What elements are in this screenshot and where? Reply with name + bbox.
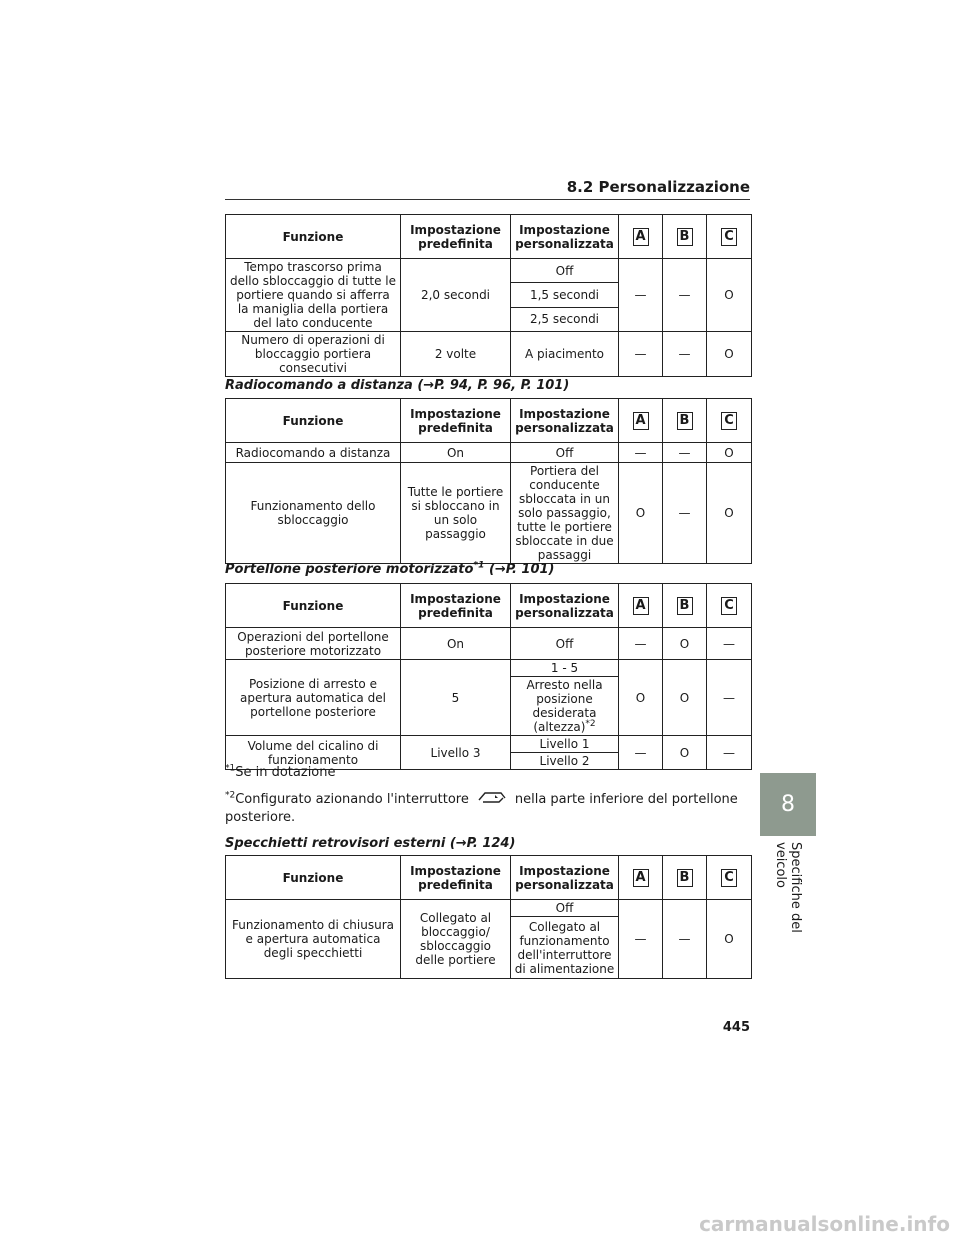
cell-personalizzata: A piacimento (511, 332, 619, 377)
cell-a: — (619, 443, 663, 463)
cell-c: — (707, 736, 752, 770)
cell-funzione: Funzionamento di chiusura e apertura automatica degli specchietti (226, 900, 401, 979)
cell-c: — (707, 660, 752, 736)
chapter-label: Specifiche del veicolo (773, 842, 803, 933)
table-header-row (226, 399, 752, 443)
cell-personalizzata: Portiera del conducente sbloccata in un solo passaggio, tutte le portiere sbloccate in due passaggi (511, 463, 619, 564)
cell-funzione: Volume del cicalino di funzionamento (226, 736, 401, 770)
cell-funzione: Tempo trascorso prima dello sbloccaggio di tutte le portiere quando si afferra la maniglia della portiera del lato conducente (226, 259, 401, 332)
header-rule (225, 199, 750, 200)
table-row (226, 259, 752, 283)
col-predefinita: Impostazione predefinita (401, 215, 511, 259)
col-a-badge: A (633, 869, 649, 887)
cell-predefinita: 2 volte (401, 332, 511, 377)
table-header-row (226, 584, 752, 628)
chapter-tab: 8 (760, 773, 816, 836)
cell-personalizzata: Off (511, 900, 619, 917)
cell-funzione: Operazioni del portellone posteriore motorizzato (226, 628, 401, 660)
cell-c: O (707, 463, 752, 564)
table-row (226, 332, 752, 377)
cell-c: O (707, 259, 752, 332)
watermark: carmanualsonline.info (699, 1212, 950, 1236)
footnote-1: $^{*1}$Se in dotazione (225, 763, 336, 780)
cell-a: — (619, 628, 663, 660)
col-personalizzata: Impostazione personalizzata (511, 856, 619, 900)
section-title-tailgate: Portellone posteriore motorizzato$^{*1}$ (→P. 101) (225, 560, 555, 577)
col-predefinita: Impostazione predefinita (401, 584, 511, 628)
col-personalizzata: Impostazione personalizzata (511, 399, 619, 443)
col-a-badge: A (633, 412, 649, 430)
cell-predefinita: Collegato al bloccaggio/ sbloccaggio delle portiere (401, 900, 511, 979)
col-c-badge: C (721, 228, 737, 246)
table-mirrors (225, 855, 752, 979)
cell-funzione: Numero di operazioni di bloccaggio portiera consecutivi (226, 332, 401, 377)
col-c-badge: C (721, 412, 737, 430)
table-header-row (226, 215, 752, 259)
cell-predefinita: On (401, 628, 511, 660)
header-title: 8.2 Personalizzazione (566, 178, 750, 196)
cell-b: O (663, 628, 707, 660)
cell-personalizzata: Livello 2 (511, 753, 619, 770)
tailgate-switch-icon (477, 790, 507, 809)
col-b-badge: B (677, 597, 693, 615)
table-door-unlock (225, 214, 752, 377)
cell-funzione: Radiocomando a distanza (226, 443, 401, 463)
col-c-badge: C (721, 869, 737, 887)
col-funzione: Funzione (226, 399, 401, 443)
table-row (226, 443, 752, 463)
table-header-row (226, 856, 752, 900)
cell-c: — (707, 628, 752, 660)
cell-a: O (619, 463, 663, 564)
col-b-badge: B (677, 228, 693, 246)
cell-personalizzata: 2,5 secondi (511, 307, 619, 331)
table-row (226, 463, 752, 564)
col-personalizzata: Impostazione personalizzata (511, 215, 619, 259)
col-a-badge: A (633, 597, 649, 615)
cell-a: — (619, 332, 663, 377)
cell-personalizzata: Off (511, 259, 619, 283)
cell-predefinita: 2,0 secondi (401, 259, 511, 332)
table-remote-control (225, 398, 752, 564)
cell-b: — (663, 443, 707, 463)
cell-personalizzata: 1 - 5 (511, 660, 619, 677)
cell-personalizzata: Collegato al funzionamento dell'interruttore di alimentazione (511, 917, 619, 979)
cell-b: — (663, 259, 707, 332)
cell-b: — (663, 463, 707, 564)
col-personalizzata: Impostazione personalizzata (511, 584, 619, 628)
col-predefinita: Impostazione predefinita (401, 856, 511, 900)
cell-c: O (707, 332, 752, 377)
cell-funzione: Funzionamento dello sbloccaggio (226, 463, 401, 564)
section-title-remote: Radiocomando a distanza (→P. 94, P. 96, P. 101) (225, 378, 570, 393)
table-row (226, 628, 752, 660)
cell-personalizzata: Off (511, 628, 619, 660)
cell-c: O (707, 443, 752, 463)
col-c-badge: C (721, 597, 737, 615)
cell-personalizzata: Off (511, 443, 619, 463)
cell-predefinita: Livello 3 (401, 736, 511, 770)
cell-a: O (619, 660, 663, 736)
cell-a: — (619, 259, 663, 332)
cell-personalizzata: Arresto nella posizione desiderata (altezza)$^{*2}$ (511, 677, 619, 736)
cell-predefinita: 5 (401, 660, 511, 736)
cell-a: — (619, 900, 663, 979)
col-a-badge: A (633, 228, 649, 246)
cell-predefinita: On (401, 443, 511, 463)
cell-predefinita: Tutte le portiere si sbloccano in un solo passaggio (401, 463, 511, 564)
col-predefinita: Impostazione predefinita (401, 399, 511, 443)
col-b-badge: B (677, 869, 693, 887)
cell-personalizzata: Livello 1 (511, 736, 619, 753)
col-funzione: Funzione (226, 856, 401, 900)
table-power-tailgate (225, 583, 752, 770)
footnote-2: $^{*2}$Configurato azionando l'interruttore nella parte inferiore del portellone posteriore. (225, 790, 738, 825)
cell-personalizzata: 1,5 secondi (511, 283, 619, 307)
col-funzione: Funzione (226, 215, 401, 259)
cell-c: O (707, 900, 752, 979)
cell-a: — (619, 736, 663, 770)
page-number: 445 (722, 1020, 750, 1035)
col-b-badge: B (677, 412, 693, 430)
table-row (226, 660, 752, 677)
cell-b: O (663, 736, 707, 770)
cell-b: — (663, 332, 707, 377)
table-row (226, 736, 752, 753)
cell-b: O (663, 660, 707, 736)
col-funzione: Funzione (226, 584, 401, 628)
cell-funzione: Posizione di arresto e apertura automatica del portellone posteriore (226, 660, 401, 736)
table-row (226, 900, 752, 917)
section-title-mirrors: Specchietti retrovisori esterni (→P. 124) (225, 836, 516, 851)
cell-b: — (663, 900, 707, 979)
